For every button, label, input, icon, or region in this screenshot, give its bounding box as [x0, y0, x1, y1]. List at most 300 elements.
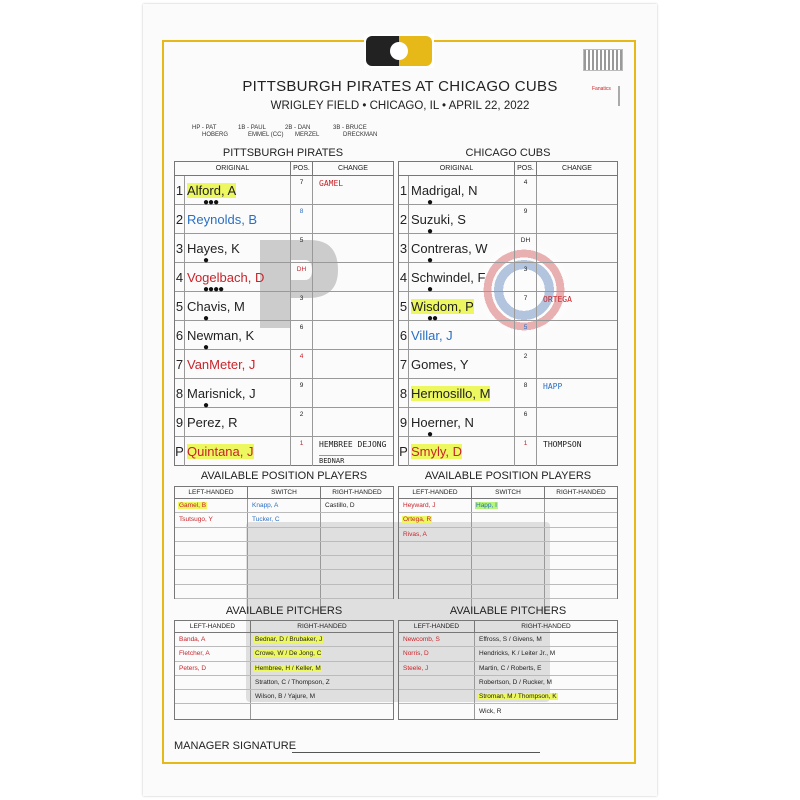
player-name: Hayes, K [187, 240, 240, 256]
lineup-change [537, 263, 617, 291]
grid-header-row [399, 621, 617, 633]
grid-cell [472, 542, 545, 555]
fielding-position: DH [515, 234, 537, 262]
batting-order-number: 9 [399, 408, 409, 436]
grid-cell [251, 633, 393, 646]
pos-header: POS. [515, 162, 537, 175]
grid-cell [399, 690, 475, 703]
grid-cell [175, 633, 251, 646]
grid-cell [248, 499, 321, 512]
lineup-change [313, 176, 393, 204]
grid-cell [472, 528, 545, 541]
grid-row [399, 662, 617, 676]
player-name: Perez, R [187, 414, 238, 430]
lineup-change [537, 379, 617, 407]
fielding-position: DH [291, 263, 313, 291]
player-name: Newcomb, S [403, 636, 440, 644]
grid-cell [175, 556, 248, 569]
grid-row [399, 647, 617, 661]
fanatics-sticker: Fanatics [592, 86, 620, 106]
player-name-cell [185, 379, 291, 411]
lineup-row [399, 176, 617, 208]
at-bat-marks: ● [427, 226, 433, 237]
grid-column-header: RIGHT-HANDED [521, 623, 571, 630]
grid-cell [475, 676, 617, 689]
grid-column-header: SWITCH [248, 487, 321, 498]
umpire-last-name: HOBERG [202, 132, 229, 138]
home-position-players-grid [398, 486, 618, 599]
player-name: Wisdom, P [411, 298, 474, 314]
player-name: Hendricks, K / Leiter Jr., M [479, 650, 556, 658]
grid-column-header: RIGHT-HANDED [332, 489, 382, 496]
lineup-row [175, 350, 393, 379]
pos-header: POS. [291, 162, 313, 175]
fielding-position: 7 [515, 292, 537, 320]
player-name-cell [185, 321, 291, 353]
grid-row [399, 542, 617, 556]
grid-row [175, 513, 393, 527]
lineup-row [175, 379, 393, 411]
change-header: CHANGE [338, 165, 368, 172]
grid-row [175, 647, 393, 661]
fielding-position: 3 [515, 263, 537, 291]
grid-row [399, 676, 617, 690]
player-name: Fletcher, A [179, 650, 210, 658]
fielding-position: 1 [515, 437, 537, 466]
lineup-change [313, 437, 393, 466]
grid-cell [251, 662, 393, 675]
grid-cell [321, 542, 393, 555]
grid-cell [399, 633, 475, 646]
lineup-row [175, 408, 393, 437]
player-name: Gamel, B [179, 502, 207, 510]
grid-cell [399, 676, 475, 689]
grid-row [399, 690, 617, 704]
grid-row [175, 662, 393, 676]
grid-cell [399, 528, 472, 541]
grid-cell [472, 556, 545, 569]
grid-cell [248, 528, 321, 541]
lineup-change [537, 437, 617, 466]
away-position-players-header: AVAILABLE POSITION PLAYERS [200, 470, 368, 482]
lineup-row [399, 408, 617, 440]
game-title: PITTSBURGH PIRATES AT CHICAGO CUBS [242, 78, 558, 95]
grid-row [399, 513, 617, 527]
player-name-cell [185, 408, 291, 436]
at-bat-marks: ● [427, 197, 433, 208]
change-note: GAMEL [319, 179, 344, 188]
grid-cell [475, 647, 617, 660]
fielding-position: 8 [291, 205, 313, 233]
lineup-change [313, 234, 393, 262]
change-note: HEMBREE DEJONG [319, 440, 387, 449]
player-name: Knapp, A [252, 502, 279, 510]
grid-header-row [175, 487, 393, 499]
grid-cell [251, 690, 393, 703]
player-name: Quintana, J [187, 444, 254, 459]
home-position-players-header: AVAILABLE POSITION PLAYERS [424, 470, 592, 482]
grid-row [175, 499, 393, 513]
umpire-position: 1B - [238, 125, 250, 131]
lineup-change [313, 292, 393, 320]
manager-signature-label: MANAGER SIGNATURE [174, 740, 297, 752]
grid-cell [175, 499, 248, 512]
umpire-position: 3B - [333, 125, 345, 131]
lineup-row [399, 234, 617, 266]
umpire-first-name: PAT [205, 125, 217, 131]
umpire-position: HP - [192, 125, 204, 131]
grid-row [175, 690, 393, 704]
batting-order-number: 1 [399, 176, 409, 204]
grid-cell [248, 585, 321, 598]
grid-row [399, 585, 617, 599]
grid-cell [545, 528, 617, 541]
grid-cell [248, 513, 321, 526]
grid-cell [399, 542, 472, 555]
lineup-change [537, 408, 617, 436]
grid-cell [475, 662, 617, 675]
lineup-row [399, 263, 617, 295]
player-name: Gomes, Y [411, 356, 469, 372]
player-name: Alford, A [187, 182, 237, 198]
batting-order-number: 1 [175, 176, 185, 204]
lineup-row [175, 205, 393, 234]
batting-order-number: 7 [175, 350, 185, 378]
batting-order-number: 6 [175, 321, 185, 349]
player-name: Heyward, J [403, 502, 436, 510]
grid-row [175, 528, 393, 542]
grid-column-header: SWITCH [472, 487, 545, 498]
fielding-position: 5 [291, 234, 313, 262]
player-name-cell [185, 350, 291, 378]
batting-order-number: 8 [175, 379, 185, 407]
player-name-cell [409, 408, 515, 440]
lineup-change [537, 234, 617, 262]
lineup-change [537, 205, 617, 233]
umpire-first-name: BRUCE [345, 125, 367, 131]
grid-cell [321, 499, 393, 512]
lineup-row [175, 437, 393, 466]
lineup-change [313, 350, 393, 378]
fielding-position: 4 [291, 350, 313, 378]
away-pitchers-header: AVAILABLE PITCHERS [225, 605, 343, 617]
batting-order-number: 8 [399, 379, 409, 407]
lineup-row [399, 350, 617, 379]
away-lineup-table [174, 161, 394, 466]
player-name: Wick, R [479, 708, 502, 716]
home-team-header: CHICAGO CUBS [465, 147, 551, 159]
grid-header-row [175, 621, 393, 633]
batting-order-number: 4 [399, 263, 409, 291]
grid-cell [545, 499, 617, 512]
fielding-position: 9 [291, 379, 313, 407]
grid-column-header: RIGHT-HANDED [556, 489, 606, 496]
game-subtitle: WRIGLEY FIELD • CHICAGO, IL • APRIL 22, 2022 [270, 100, 530, 112]
batting-order-number: 5 [175, 292, 185, 320]
away-team-header: PITTSBURGH PIRATES [222, 147, 344, 159]
player-name: Tsutsugo, Y [179, 516, 213, 524]
player-name: Hermosillo, M [411, 385, 491, 401]
player-name-cell [409, 292, 515, 324]
grid-cell [475, 690, 617, 703]
batting-order-number: P [175, 437, 185, 466]
player-name: Bednar, D / Brubaker, J [255, 636, 323, 644]
grid-cell [248, 570, 321, 583]
fielding-position: 5 [515, 321, 537, 349]
grid-row [175, 633, 393, 647]
player-name: Vogelbach, D [187, 269, 265, 285]
grid-cell [321, 570, 393, 583]
grid-cell [399, 556, 472, 569]
grid-row [175, 585, 393, 599]
grid-cell [399, 704, 475, 718]
grid-cell [175, 513, 248, 526]
at-bat-marks: ●●● [203, 197, 219, 208]
change-note-2: BEDNAR [319, 455, 393, 465]
batting-order-number: 9 [175, 408, 185, 436]
change-note: ORTEGA [543, 295, 572, 304]
grid-cell [472, 499, 545, 512]
player-name-cell [185, 263, 291, 295]
player-name: Stroman, M / Thompson, K [479, 693, 557, 701]
away-position-players-grid [174, 486, 394, 599]
player-name-cell [409, 234, 515, 266]
fielding-position: 2 [291, 408, 313, 436]
at-bat-marks: ● [427, 429, 433, 440]
lineup-row [399, 321, 617, 350]
lineup-change [313, 205, 393, 233]
grid-cell [399, 513, 472, 526]
at-bat-marks: ● [427, 284, 433, 295]
umpire-entry [238, 125, 283, 139]
lineup-change [537, 292, 617, 320]
grid-row [399, 633, 617, 647]
grid-cell [175, 662, 251, 675]
umpire-last-name: DRECKMAN [343, 132, 378, 138]
grid-cell [399, 585, 472, 598]
grid-cell [248, 542, 321, 555]
grid-cell [545, 585, 617, 598]
player-name: Villar, J [411, 327, 453, 343]
at-bat-marks: ● [427, 255, 433, 266]
player-name: Marisnick, J [187, 385, 256, 401]
batting-order-number: 2 [399, 205, 409, 233]
player-name: Newman, K [187, 327, 255, 343]
grid-row [399, 570, 617, 584]
grid-cell [251, 647, 393, 660]
batting-order-number: 7 [399, 350, 409, 378]
grid-cell [472, 570, 545, 583]
player-name: Ortega, R [403, 516, 432, 524]
lineup-row [399, 205, 617, 237]
lineup-row [175, 321, 393, 353]
grid-cell [175, 542, 248, 555]
player-name: Crowe, W / De Jong, C [255, 650, 322, 658]
player-name: VanMeter, J [187, 356, 256, 372]
grid-cell [475, 633, 617, 646]
grid-cell [472, 513, 545, 526]
umpire-entry [333, 125, 377, 139]
original-header: ORIGINAL [399, 162, 515, 175]
grid-cell [321, 585, 393, 598]
player-name-cell [409, 205, 515, 237]
grid-column-header: RIGHT-HANDED [297, 623, 347, 630]
umpire-last-name: EMMEL (CC) [248, 132, 284, 138]
signature-line[interactable] [292, 752, 540, 753]
player-name: Norris, D [403, 650, 429, 658]
lineup-change [313, 408, 393, 436]
player-name-cell [409, 437, 515, 466]
grid-cell [472, 585, 545, 598]
at-bat-marks: ● [203, 313, 209, 324]
player-name-cell [409, 263, 515, 295]
grid-row [175, 542, 393, 556]
umpire-entry [192, 125, 228, 139]
grid-cell [175, 690, 251, 703]
batting-order-number: 2 [175, 205, 185, 233]
player-name: Hoerner, N [411, 414, 474, 430]
umpire-position: 2B - [285, 125, 297, 131]
grid-row [175, 570, 393, 584]
umpire-entry [285, 125, 319, 139]
grid-row [175, 556, 393, 570]
lineup-header-row [175, 162, 393, 176]
player-name-cell [409, 176, 515, 208]
change-note: HAPP [543, 382, 563, 391]
lineup-row [399, 437, 617, 466]
grid-row [175, 676, 393, 690]
grid-row [399, 704, 617, 718]
lineup-row [175, 176, 393, 208]
grid-cell [545, 542, 617, 555]
player-name-cell [409, 350, 515, 378]
grid-cell [248, 556, 321, 569]
grid-cell [175, 647, 251, 660]
player-name: Hembree, H / Keller, M [255, 664, 321, 672]
player-name: Reynolds, B [187, 211, 258, 227]
grid-cell [545, 556, 617, 569]
grid-row [399, 499, 617, 513]
player-name-cell [185, 205, 291, 233]
grid-cell [399, 499, 472, 512]
at-bat-marks: ● [203, 342, 209, 353]
player-name: Steele, J [403, 664, 429, 672]
grid-cell [321, 528, 393, 541]
player-name: Schwindel, F [411, 269, 486, 285]
player-name: Smyly, D [411, 444, 463, 459]
lineup-change [537, 350, 617, 378]
grid-cell [321, 556, 393, 569]
grid-row [399, 556, 617, 570]
grid-cell [175, 528, 248, 541]
player-name: Effross, S / Givens, M [479, 636, 542, 644]
grid-cell [545, 570, 617, 583]
umpire-last-name: MERZEL [295, 132, 320, 138]
player-name-cell [185, 437, 291, 466]
grid-row [399, 528, 617, 542]
lineup-change [313, 263, 393, 291]
lineup-change [537, 321, 617, 349]
grid-column-header: LEFT-HANDED [399, 487, 472, 498]
grid-column-header: LEFT-HANDED [175, 621, 251, 632]
fielding-position: 6 [291, 321, 313, 349]
at-bat-marks: ●● [427, 313, 438, 324]
at-bat-marks: ●●●● [203, 284, 224, 295]
player-name: Chavis, M [187, 298, 245, 314]
player-name: Robertson, D / Rucker, M [479, 679, 552, 687]
lineup-header-row [399, 162, 617, 176]
umpire-first-name: DAN [297, 125, 311, 131]
grid-cell [475, 704, 617, 718]
fielding-position: 1 [291, 437, 313, 466]
grid-row [175, 704, 393, 718]
player-name: Happ, I [476, 502, 497, 510]
grid-column-header: LEFT-HANDED [175, 487, 248, 498]
change-header: CHANGE [562, 165, 592, 172]
player-name: Wilson, B / Yajure, M [255, 693, 316, 701]
grid-cell [399, 570, 472, 583]
change-note: THOMPSON [543, 440, 582, 449]
player-name-cell [185, 234, 291, 266]
fielding-position: 9 [515, 205, 537, 233]
lineup-row [175, 263, 393, 295]
player-name: Madrigal, N [411, 182, 478, 198]
lineup-row [175, 292, 393, 324]
lineup-row [175, 234, 393, 266]
lineup-change [313, 379, 393, 407]
player-name-cell [409, 321, 515, 349]
away-pitchers-grid [174, 620, 394, 720]
grid-cell [175, 585, 248, 598]
lineup-row [399, 379, 617, 408]
grid-cell [399, 647, 475, 660]
lineup-change [313, 321, 393, 349]
grid-header-row [399, 487, 617, 499]
at-bat-marks: ● [203, 255, 209, 266]
fielding-position: 8 [515, 379, 537, 407]
fielding-position: 7 [291, 176, 313, 204]
player-name: Suzuki, S [411, 211, 466, 227]
player-name: Martin, C / Roberts, E [479, 664, 542, 672]
grid-cell [399, 662, 475, 675]
fielding-position: 3 [291, 292, 313, 320]
grid-cell [321, 513, 393, 526]
batting-order-number: 3 [399, 234, 409, 262]
player-name: Stratton, C / Thompson, Z [255, 679, 330, 687]
player-name: Banda, A [179, 636, 206, 644]
fielding-position: 4 [515, 176, 537, 204]
batting-order-number: 5 [399, 292, 409, 320]
player-name-cell [185, 292, 291, 324]
original-header: ORIGINAL [175, 162, 291, 175]
player-name: Castillo, D [325, 502, 355, 510]
player-name: Rivas, A [403, 530, 427, 538]
mlb-logo-icon [364, 34, 434, 68]
grid-cell [545, 513, 617, 526]
fielding-position: 6 [515, 408, 537, 436]
home-pitchers-header: AVAILABLE PITCHERS [449, 605, 567, 617]
grid-cell [251, 704, 393, 718]
lineup-row [399, 292, 617, 324]
player-name-cell [409, 379, 515, 407]
grid-cell [175, 570, 248, 583]
umpire-first-name: PAUL [250, 125, 266, 131]
batting-order-number: 3 [175, 234, 185, 262]
grid-column-header: LEFT-HANDED [399, 621, 475, 632]
player-name: Contreras, W [411, 240, 488, 256]
batting-order-number: 6 [399, 321, 409, 349]
grid-cell [251, 676, 393, 689]
